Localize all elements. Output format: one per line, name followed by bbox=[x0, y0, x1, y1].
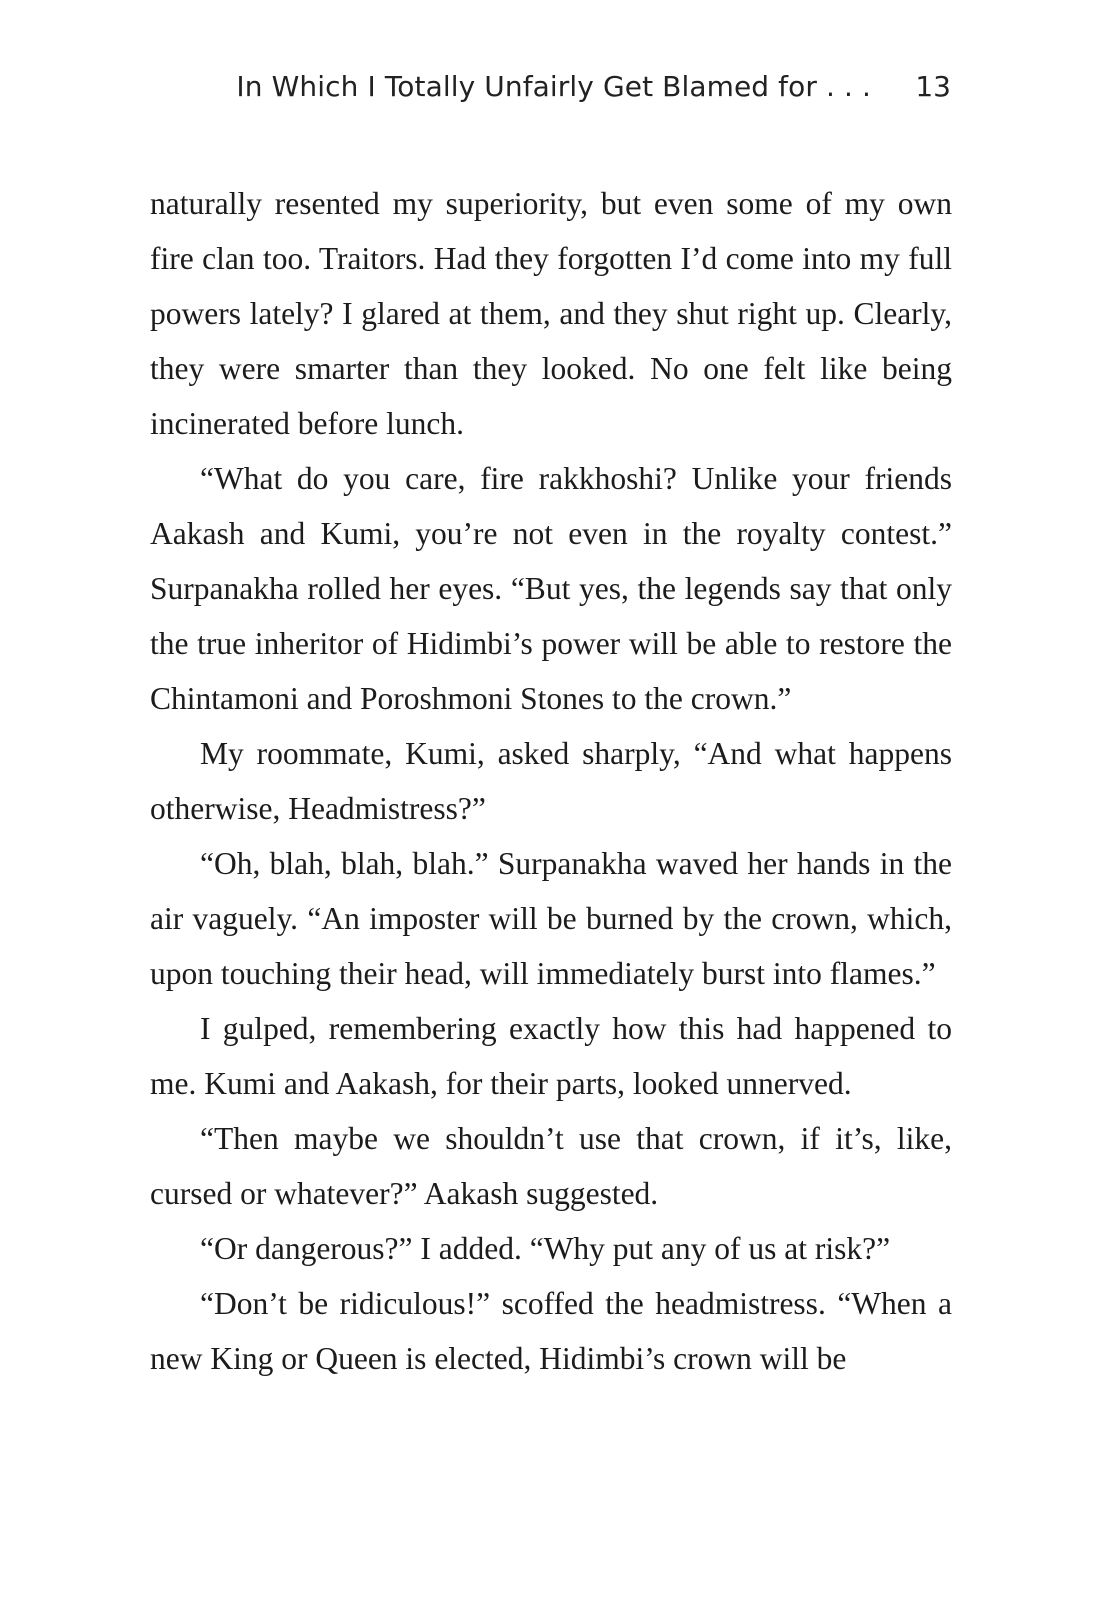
page-number: 13 bbox=[915, 70, 951, 103]
paragraph: “Don’t be ridiculous!” scoffed the headmistress. “When a new King or Queen is elected, Hidimbi’s crown will be bbox=[150, 1286, 952, 1376]
paragraph: naturally resented my superiority, but even some of my own fire clan too. Traitors. Had they forgotten I’d come into my full powers lately? I glared at them, and they shut right up. Clearly, they were smarter than they looked. No one felt like being incinerated before lunch. bbox=[150, 186, 952, 441]
paragraph: My roommate, Kumi, asked sharply, “And what happens otherwise, Headmistress?” bbox=[150, 736, 952, 826]
running-head bbox=[0, 70, 1101, 114]
paragraph: I gulped, remembering exactly how this had happened to me. Kumi and Aakash, for their parts, looked unnerved. bbox=[150, 1011, 952, 1101]
paragraph: “Oh, blah, blah, blah.” Surpanakha waved her hands in the air vaguely. “An imposter will be burned by the crown, which, upon touching their head, will immediately burst into flames.” bbox=[150, 846, 952, 991]
body-text bbox=[150, 176, 952, 1386]
running-head-title: In Which I Totally Unfairly Get Blamed for . . . bbox=[236, 70, 871, 103]
paragraph: “Then maybe we shouldn’t use that crown, if it’s, like, cursed or whatever?” Aakash suggested. bbox=[150, 1121, 952, 1211]
paragraph: “What do you care, fire rakkhoshi? Unlike your friends Aakash and Kumi, you’re not even in the royalty contest.” Surpanakha rolled her eyes. “But yes, the legends say that only the true inheritor of Hidimbi’s power will be able to restore the Chintamoni and Poroshmoni Stones to the crown.” bbox=[150, 461, 952, 716]
paragraph: “Or dangerous?” I added. “Why put any of us at risk?” bbox=[200, 1231, 891, 1266]
